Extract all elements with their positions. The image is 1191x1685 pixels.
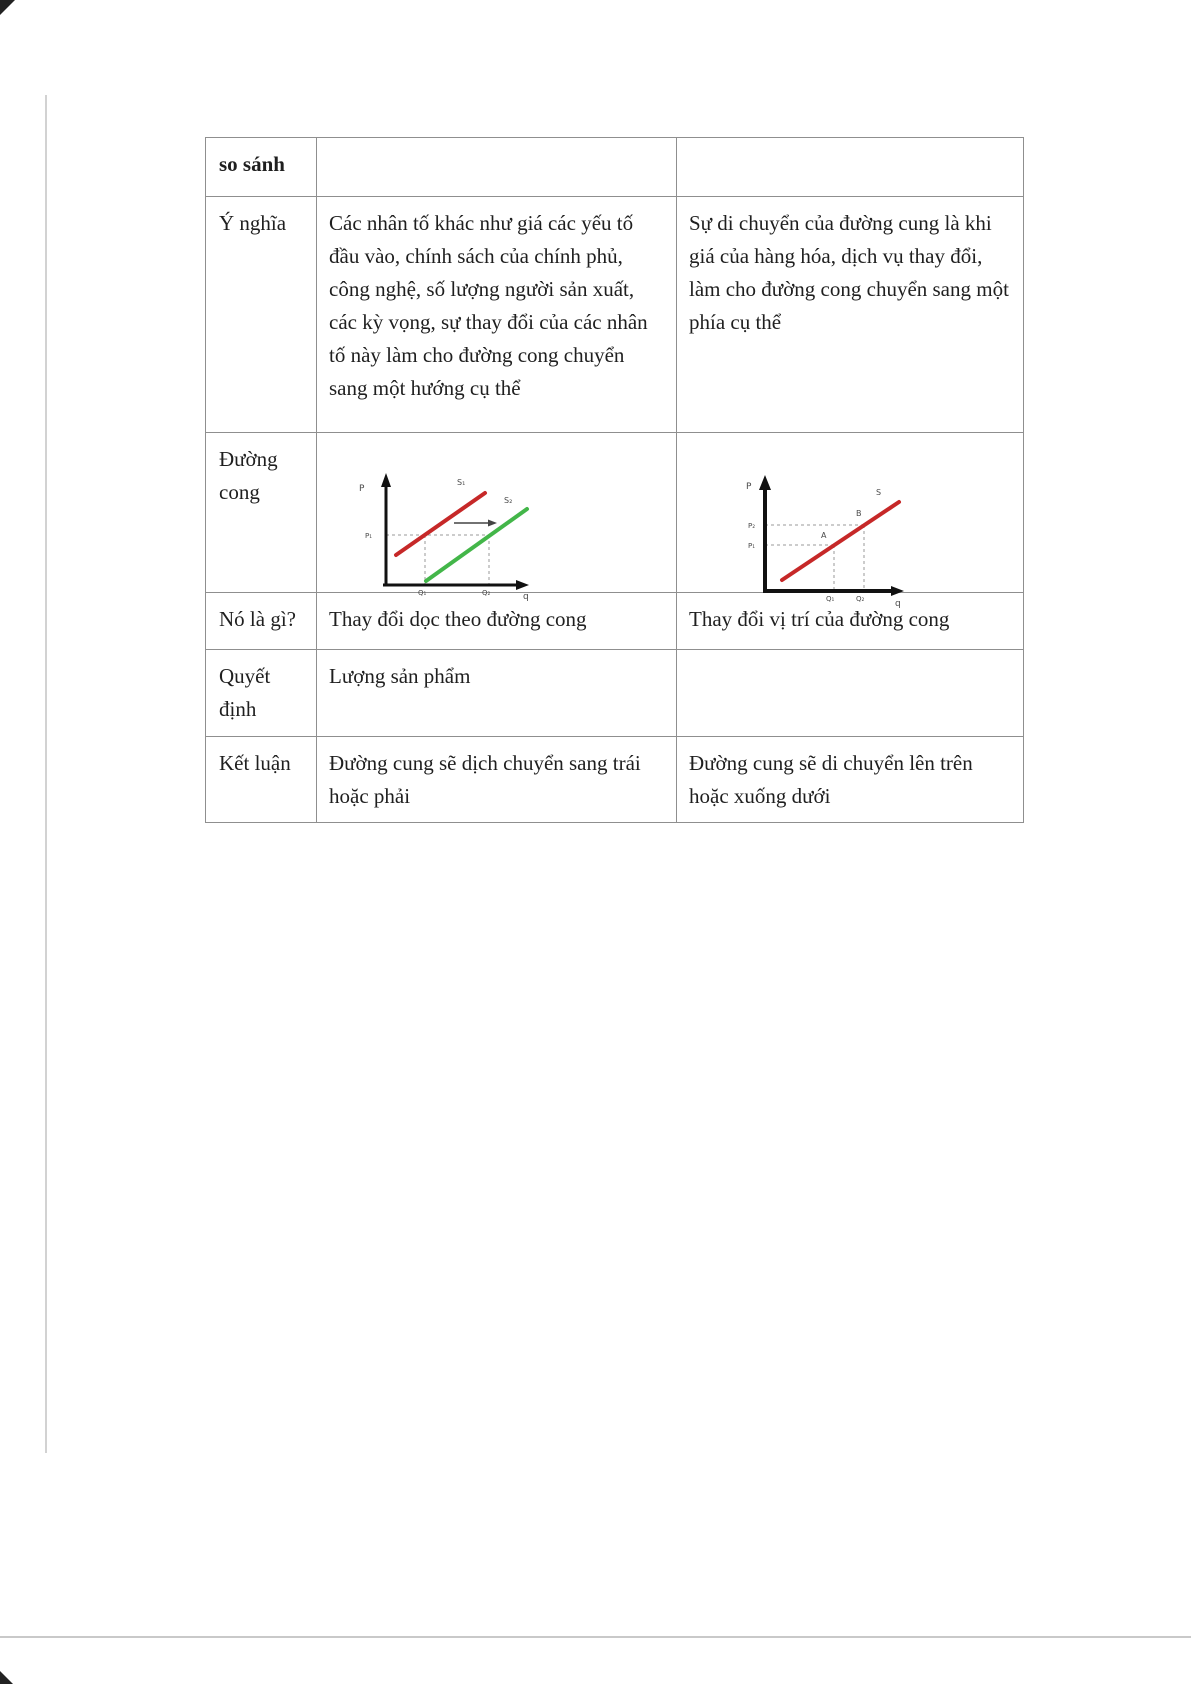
cell-meaning-shift: Các nhân tố khác như giá các yếu tố đầu vào, chính sách của chính phủ, công nghệ, số lượng người sản xuất, các kỳ vọng, sự thay đổi của các nhân tố này làm cho đường cong chuyển sang một hướng cụ thể [317, 197, 677, 433]
right-chart-point-b-label: B [856, 509, 862, 518]
cell-chart-shift [317, 433, 677, 602]
axes [381, 473, 529, 590]
supply-movement-chart [677, 441, 1023, 611]
cell-conclusion-movement: Đường cung sẽ di chuyển lên trên hoặc xuống dưới [689, 751, 973, 808]
scan-artifact-corner-top-left [0, 0, 15, 15]
right-chart-point-a-label: A [821, 531, 827, 540]
left-chart-q2-label: Q₂ [482, 589, 491, 597]
right-chart-x-axis-label: q [895, 599, 901, 609]
supply-curve-s2 [426, 509, 527, 581]
table-header-col2 [317, 138, 677, 197]
row-label-curve: Đường cong [206, 433, 317, 593]
supply-curve-s1 [396, 493, 485, 555]
supply-shift-chart-svg [339, 443, 549, 602]
right-chart-p1-label: P₁ [748, 542, 756, 550]
supply-curve-s [782, 502, 899, 580]
row-label-conclusion: Kết luận [206, 737, 317, 822]
shift-right-arrow-icon [454, 520, 497, 527]
left-chart-s1-label: S₁ [457, 478, 466, 487]
supply-movement-chart-svg [739, 443, 919, 611]
dashed-guides [386, 535, 489, 585]
cell-decision-movement [677, 650, 1023, 737]
row-label-what-is-it: Nó là gì? [206, 593, 317, 650]
page-edge-line-left [45, 95, 47, 1453]
table-header-compare: so sánh [206, 138, 317, 197]
comparison-table [205, 137, 1024, 823]
right-chart-q1-label: Q₁ [826, 595, 835, 603]
cell-whatisit-shift: Thay đổi dọc theo đường cong [317, 593, 677, 650]
left-chart-s2-label: S₂ [504, 496, 513, 505]
row-label-meaning: Ý nghĩa [206, 197, 317, 433]
cell-chart-movement [677, 433, 1023, 609]
cell-conclusion-shift: Đường cung sẽ dịch chuyển sang trái hoặc phải [317, 737, 677, 822]
supply-shift-chart [317, 441, 676, 602]
right-chart-s-label: S [876, 488, 882, 497]
table-header-col3 [677, 138, 1023, 197]
scan-artifact-corner-bottom-left [0, 1671, 13, 1684]
cell-meaning-movement: Sự di chuyển của đường cung là khi giá của hàng hóa, dịch vụ thay đổi, làm cho đường cong chuyển sang một phía cụ thể [677, 197, 1023, 433]
left-chart-x-axis-label: q [523, 592, 529, 602]
row-label-decision: Quyết định [206, 650, 317, 737]
cell-decision-shift: Lượng sản phẩm [317, 650, 677, 737]
right-chart-p2-label: P₂ [748, 522, 756, 530]
right-chart-q2-label: Q₂ [856, 595, 865, 603]
page-edge-line-bottom [0, 1636, 1191, 1638]
right-chart-y-axis-label: P [746, 482, 752, 492]
left-chart-y-axis-label: P [359, 484, 365, 494]
axes [759, 475, 904, 596]
left-chart-q1-label: Q₁ [418, 589, 427, 597]
left-chart-p1-label: P₁ [365, 532, 373, 540]
cell-whatisit-movement: Thay đổi vị trí của đường cong [677, 593, 1023, 650]
